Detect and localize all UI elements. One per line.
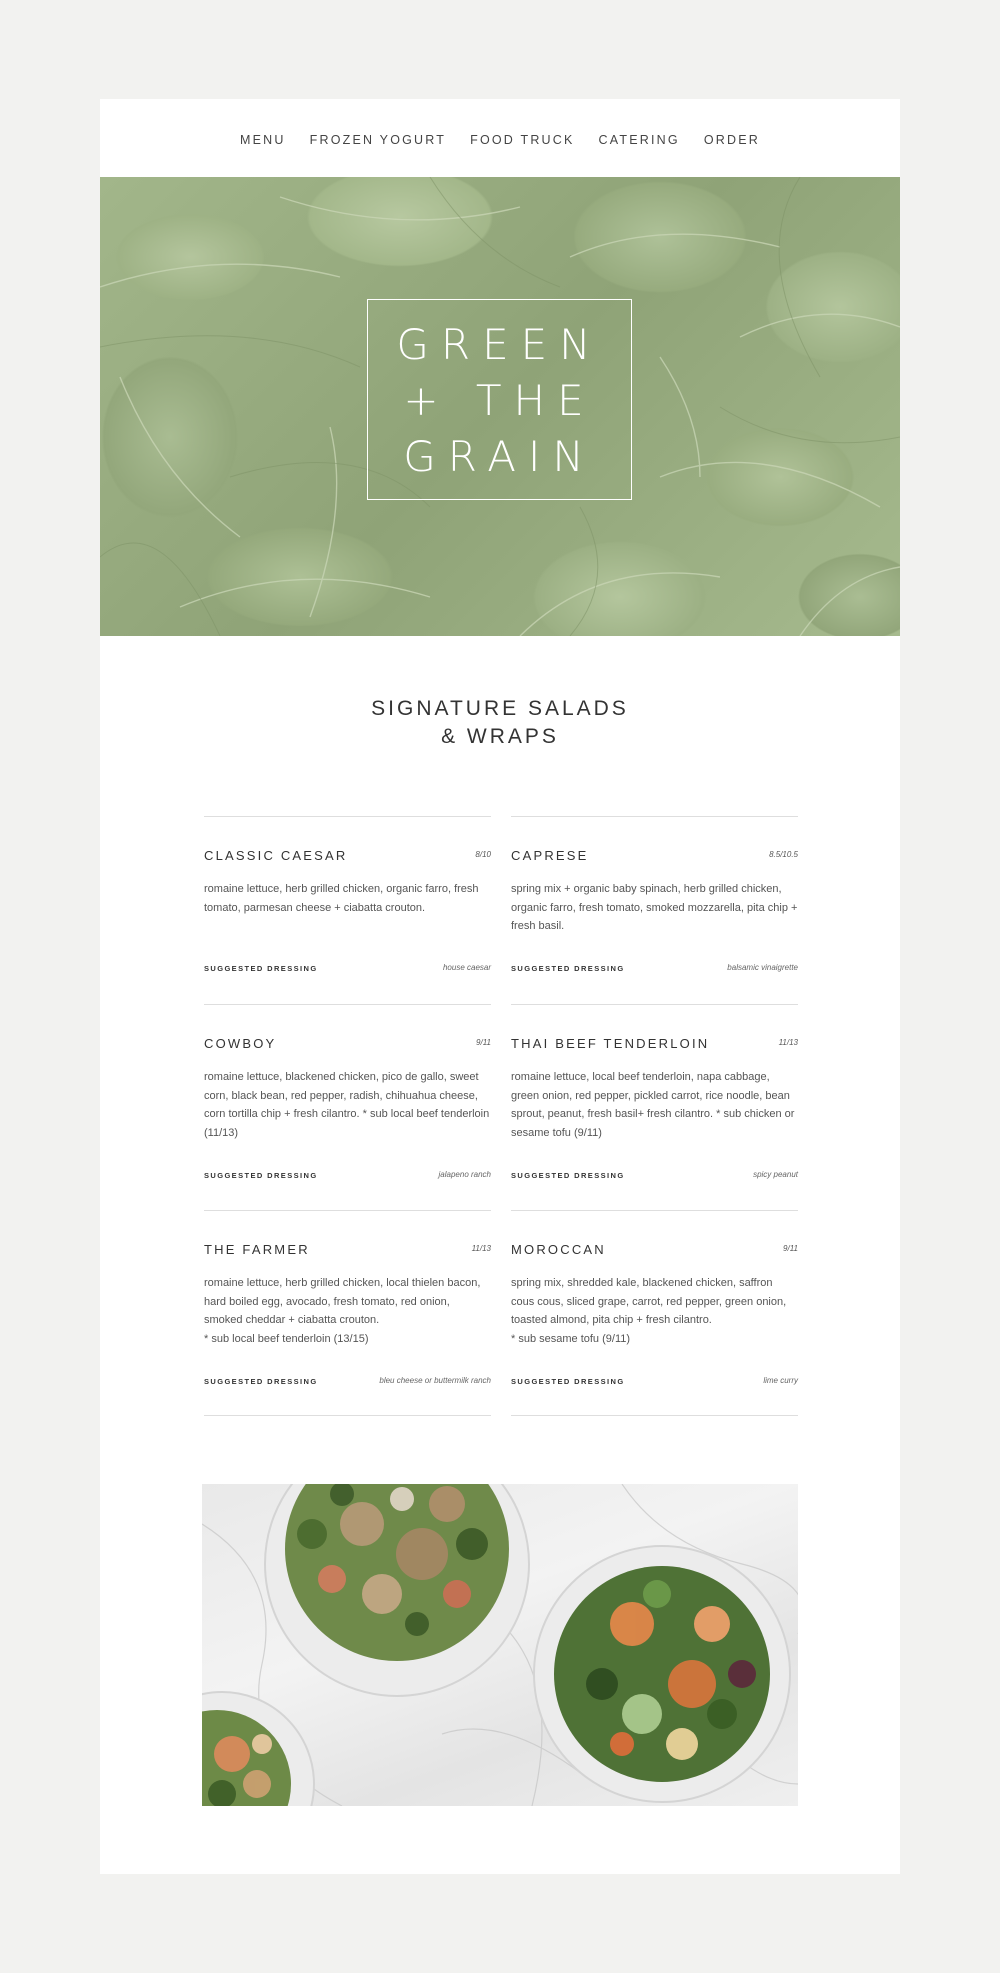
dressing-label: SUGGESTED DRESSING	[511, 964, 625, 973]
dressing-label: SUGGESTED DRESSING	[204, 1377, 318, 1386]
logo-line-3: GRAIN	[403, 432, 596, 481]
dressing-value: spicy peanut	[753, 1170, 798, 1179]
item-description: romaine lettuce, blackened chicken, pico de gallo, sweet corn, black bean, red pepper, radish, chihuahua cheese, corn tortilla chip + fresh cilantro. * sub local beef tenderloin (11/13)	[204, 1071, 490, 1139]
menu-item-moroccan	[511, 1242, 798, 1412]
item-description: romaine lettuce, herb grilled chicken, organic farro, fresh tomato, parmesan cheese + ciabatta crouton.	[204, 883, 479, 914]
dressing-value: jalapeno ranch	[438, 1170, 491, 1179]
item-name: CAPRESE	[511, 848, 589, 863]
item-price: 8.5/10.5	[769, 850, 798, 859]
menu-item-thai-beef-tenderloin	[511, 1036, 798, 1206]
divider	[204, 1415, 491, 1416]
item-name: THE FARMER	[204, 1242, 310, 1257]
item-price: 11/13	[778, 1038, 798, 1047]
dressing-label: SUGGESTED DRESSING	[511, 1377, 625, 1386]
menu-item-the-farmer	[204, 1242, 491, 1412]
item-name: COWBOY	[204, 1036, 277, 1051]
dressing-label: SUGGESTED DRESSING	[204, 964, 318, 973]
nav-order[interactable]: ORDER	[703, 133, 760, 147]
dressing-value: balsamic vinaigrette	[727, 963, 798, 972]
dressing-label: SUGGESTED DRESSING	[204, 1171, 318, 1180]
item-price: 11/13	[471, 1244, 491, 1253]
logo-line-2: + THE	[403, 376, 596, 425]
brand-logo	[367, 299, 632, 500]
hero-banner	[100, 177, 900, 636]
section-title-line-2: & WRAPS	[441, 725, 559, 748]
nav-food-truck[interactable]: FOOD TRUCK	[470, 133, 575, 147]
item-name: THAI BEEF TENDERLOIN	[511, 1036, 710, 1051]
top-nav	[100, 99, 900, 177]
menu-item-cowboy	[204, 1036, 491, 1206]
item-price: 8/10	[475, 850, 491, 859]
dressing-value: lime curry	[763, 1376, 798, 1385]
divider	[511, 1415, 798, 1416]
item-name: MOROCCAN	[511, 1242, 606, 1257]
divider	[204, 1210, 491, 1211]
salad-bowls-image	[202, 1484, 798, 1806]
divider	[511, 1210, 798, 1211]
section-title	[100, 695, 900, 751]
item-name: CLASSIC CAESAR	[204, 848, 348, 863]
divider	[204, 816, 491, 817]
divider	[511, 816, 798, 817]
logo-line-1: GREEN	[396, 320, 603, 369]
nav-frozen-yogurt[interactable]: FROZEN YOGURT	[309, 133, 447, 147]
item-description: romaine lettuce, local beef tenderloin, napa cabbage, green onion, red pepper, pickled carrot, rice noodle, bean sprout, peanut, fresh basil+ fresh cilantro. * sub chicken or sesame tofu (9/11)	[511, 1071, 795, 1139]
dressing-value: bleu cheese or buttermilk ranch	[379, 1376, 491, 1385]
section-title-line-1: SIGNATURE SALADS	[371, 697, 629, 720]
divider	[511, 1004, 798, 1005]
item-price: 9/11	[783, 1244, 798, 1253]
dressing-label: SUGGESTED DRESSING	[511, 1171, 625, 1180]
item-description: romaine lettuce, herb grilled chicken, local thielen bacon, hard boiled egg, avocado, fresh tomato, red onion, smoked cheddar + ciabatta crouton. * sub local beef tenderloin (13/15)	[204, 1277, 481, 1345]
menu-item-caprese	[511, 848, 798, 998]
nav-menu[interactable]: MENU	[240, 133, 286, 147]
item-description: spring mix, shredded kale, blackened chicken, saffron cous cous, sliced grape, carrot, red pepper, green onion, toasted almond, pita chip + fresh cilantro. * sub sesame tofu (9/11)	[511, 1277, 787, 1345]
nav-catering[interactable]: CATERING	[598, 133, 680, 147]
divider	[204, 1004, 491, 1005]
item-description: spring mix + organic baby spinach, herb grilled chicken, organic farro, fresh tomato, smoked mozzarella, pita chip + fresh basil.	[511, 883, 798, 932]
item-price: 9/11	[476, 1038, 491, 1047]
menu-item-classic-caesar	[204, 848, 491, 998]
dressing-value: house caesar	[442, 963, 491, 972]
salad-bowls-photo	[202, 1484, 798, 1806]
page-card	[100, 99, 900, 1874]
